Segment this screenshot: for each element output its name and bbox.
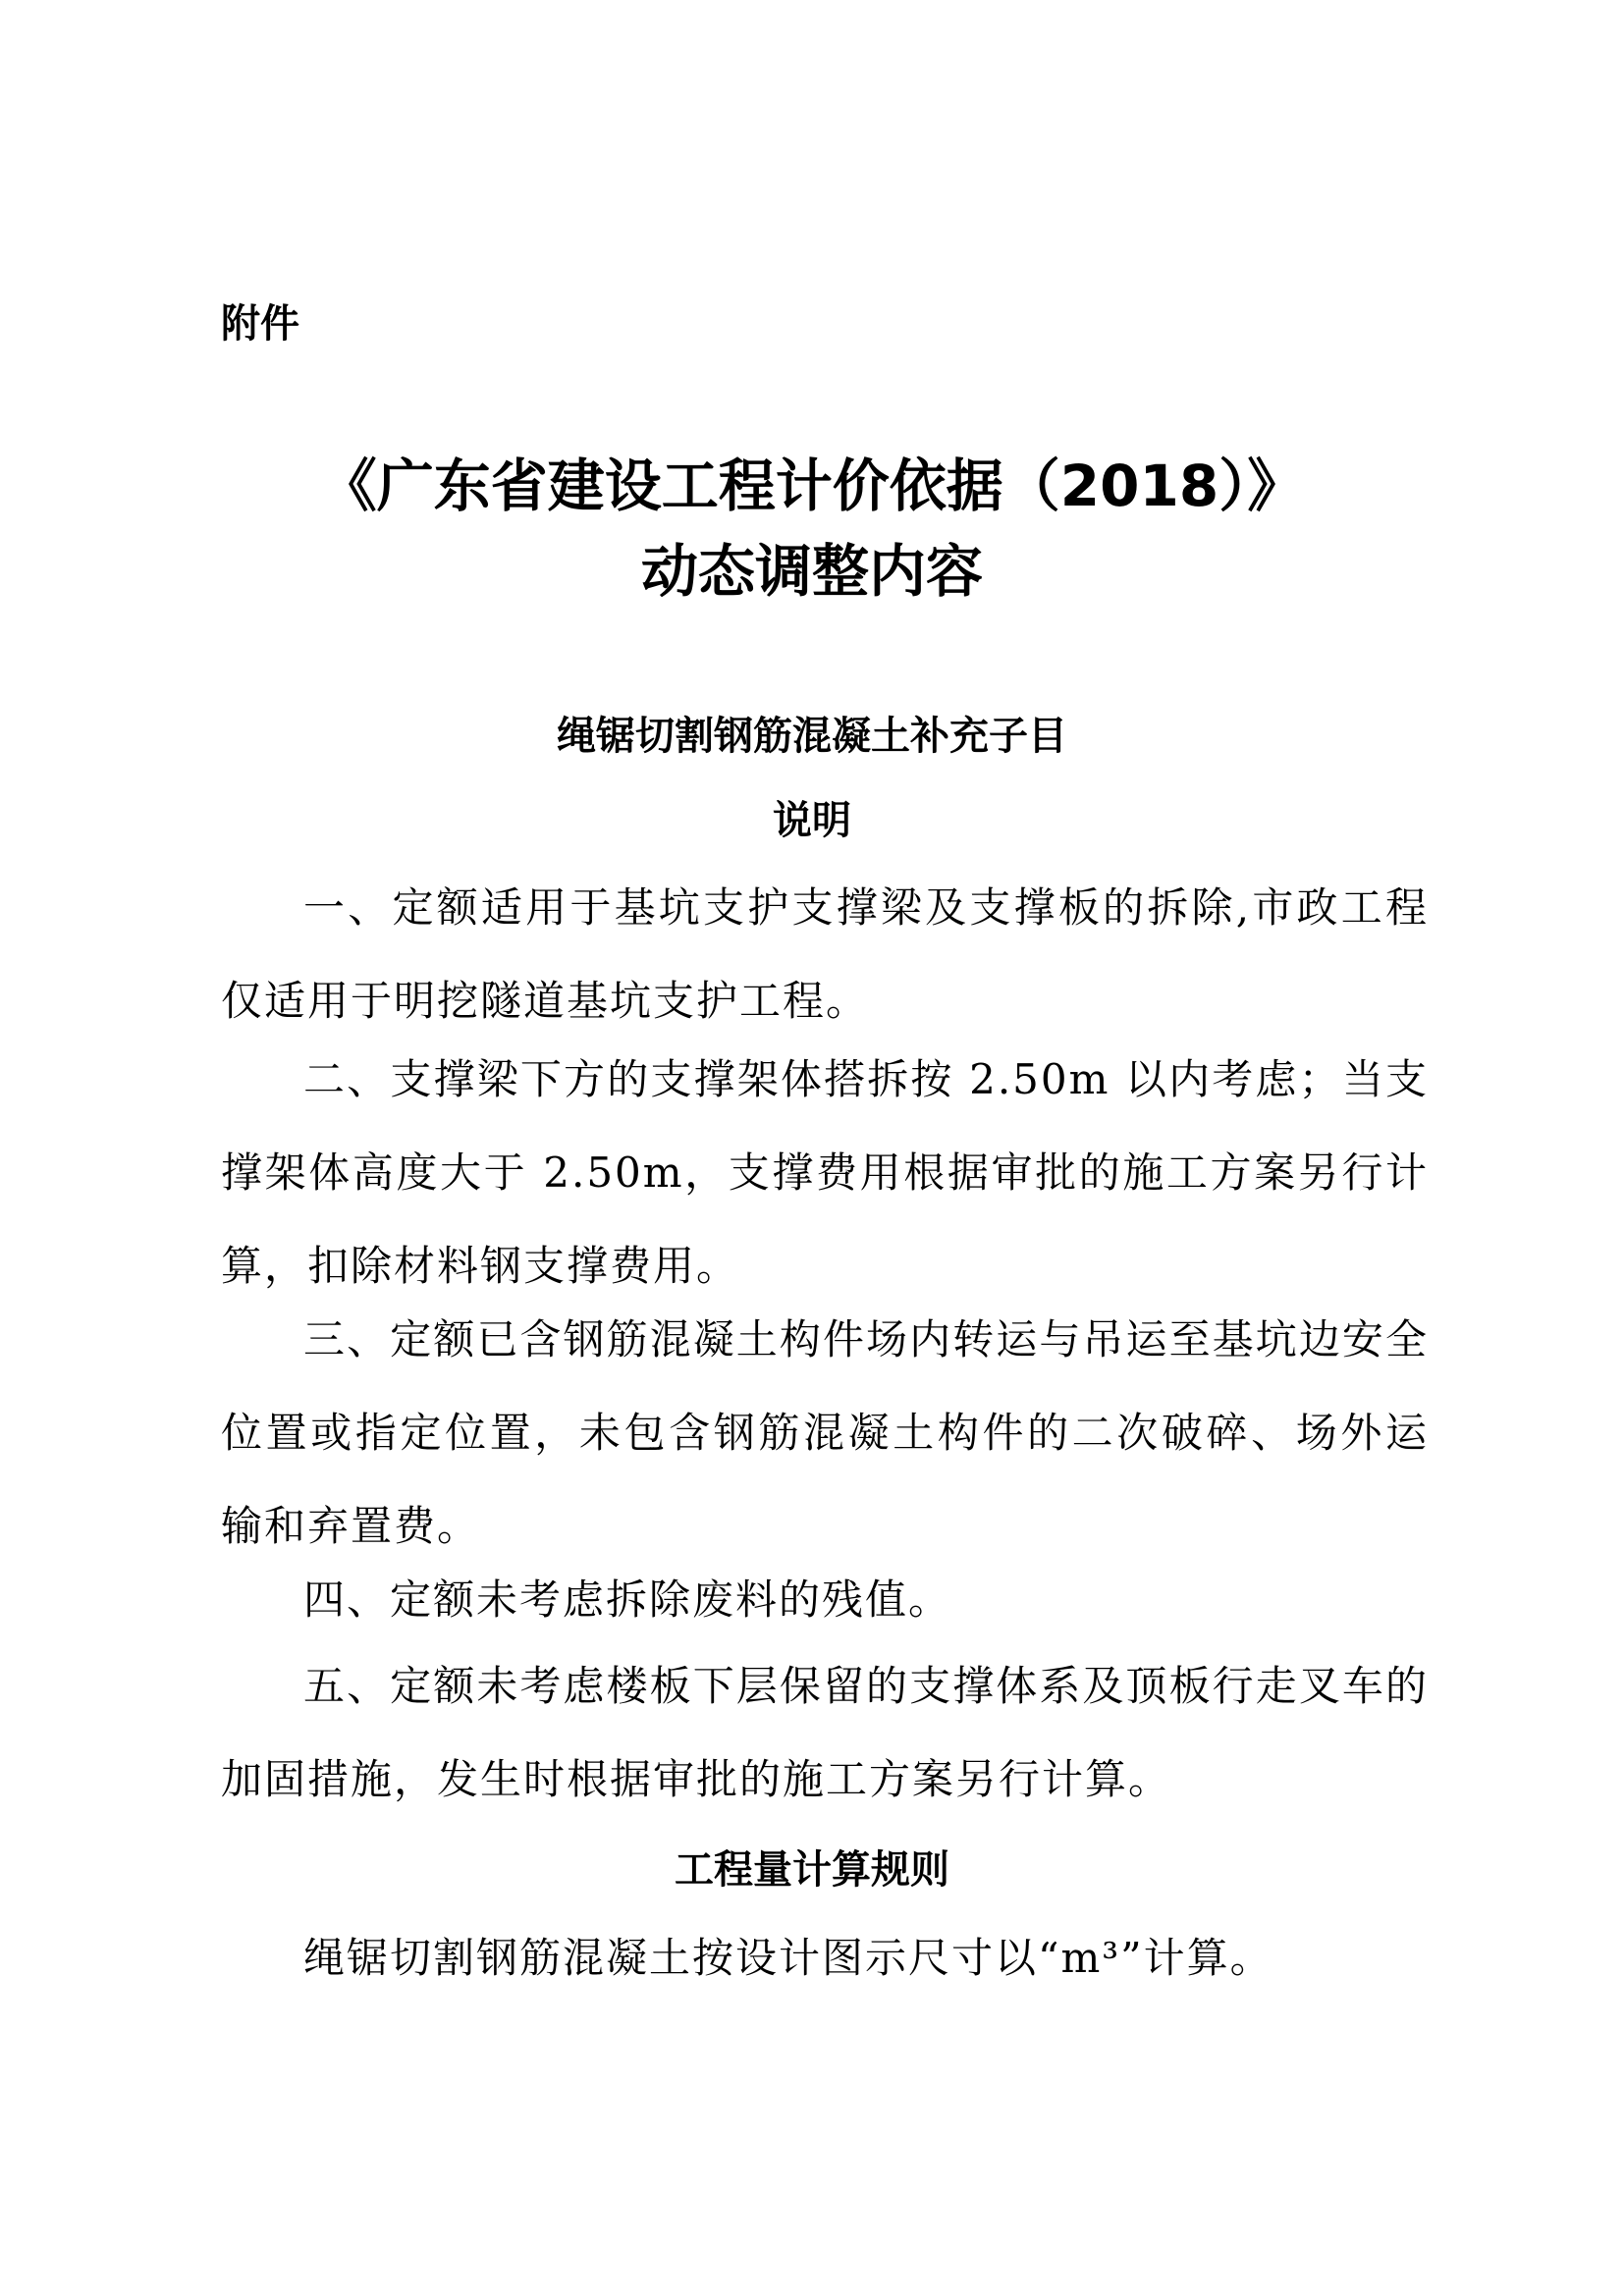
paragraph-4: 四、定额未考虑拆除废料的残值。 — [303, 1575, 952, 1624]
calculation-rule-text: 绳锯切割钢筋混凝土按设计图示尺寸以“m³”计算。 — [303, 1934, 1273, 1982]
paragraph-3: 三、定额已含钢筋混凝土构件场内转运与吊运至基坑边安全位置或指定位置，未包含钢筋混凝土构件的二次破碎、场外运输和弃置费。 — [221, 1315, 1429, 1550]
paragraph-2: 二、支撑梁下方的支撑架体搭拆按 2.50m 以内考虑；当支撑架体高度大于 2.50m，支撑费用根据审批的施工方案另行计算，扣除材料钢支撑费用。 — [221, 1055, 1429, 1290]
section-title: 绳锯切割钢筋混凝土补充子目 — [557, 714, 1067, 759]
calculation-rule-heading: 工程量计算规则 — [675, 1847, 949, 1893]
document-title-line-1: 《广东省建设工程计价依据（2018）》 — [319, 453, 1305, 519]
attachment-label: 附件 — [221, 301, 299, 347]
explanation-heading: 说明 — [773, 798, 851, 843]
document-title-line-2: 动态调整内容 — [640, 538, 983, 605]
paragraph-1: 一、定额适用于基坑支护支撑梁及支撑板的拆除,市政工程仅适用于明挖隧道基坑支护工程。 — [221, 883, 1429, 1025]
paragraph-5: 五、定额未考虑楼板下层保留的支撑体系及顶板行走叉车的加固措施，发生时根据审批的施工方案另行计算。 — [221, 1662, 1429, 1803]
